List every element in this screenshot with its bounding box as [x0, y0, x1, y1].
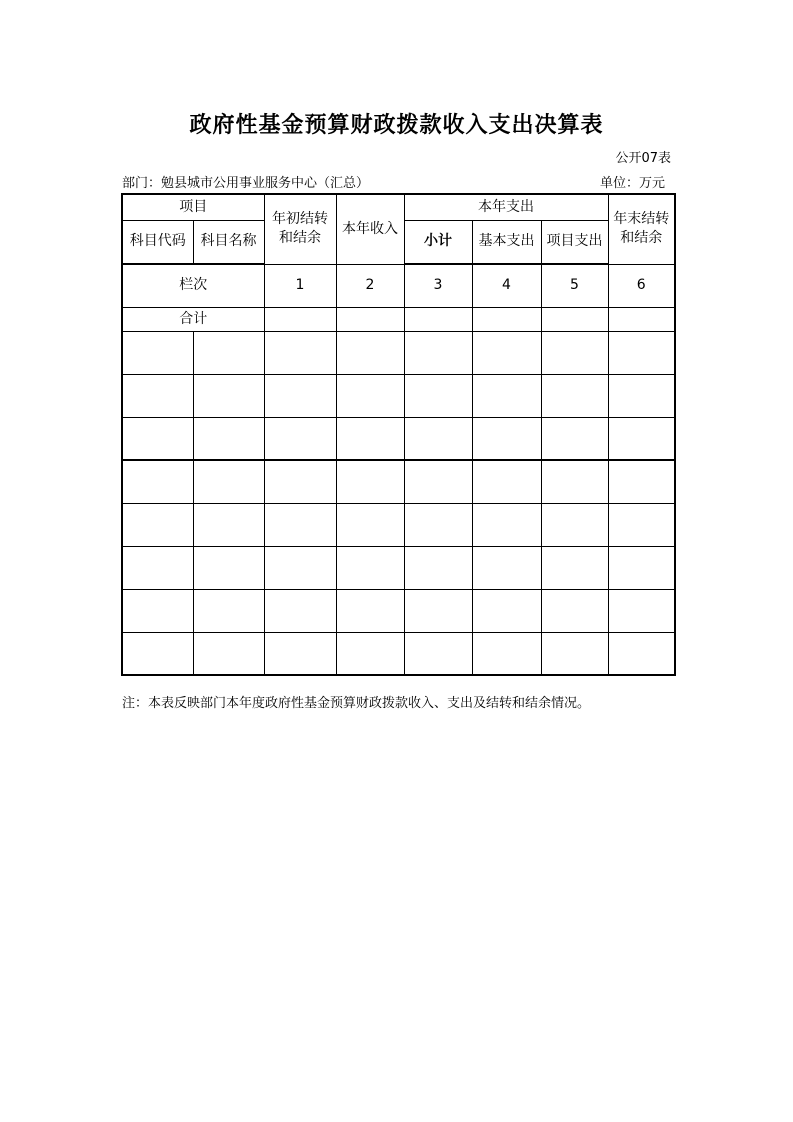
column-index-4: 4 — [472, 264, 541, 307]
table-cell — [336, 331, 404, 374]
table-cell — [336, 417, 404, 460]
unit-label: 单位：万元 — [599, 176, 665, 191]
table-cell — [336, 632, 404, 675]
table-row — [122, 331, 675, 374]
header-subtotal: 小计 — [404, 220, 472, 264]
table-cell — [336, 460, 404, 503]
table-cell — [122, 546, 193, 589]
table-cell — [541, 460, 608, 503]
table-cell — [122, 331, 193, 374]
table-cell — [404, 589, 472, 632]
total-cell — [336, 307, 404, 331]
table-cell — [608, 374, 675, 417]
table-row — [122, 589, 675, 632]
table-cell — [193, 460, 264, 503]
table-cell — [336, 374, 404, 417]
header-project-expense: 项目支出 — [541, 220, 608, 264]
table-cell — [608, 460, 675, 503]
table-cell — [336, 589, 404, 632]
table-cell — [404, 374, 472, 417]
table-cell — [472, 632, 541, 675]
budget-table — [121, 193, 676, 676]
table-cell — [404, 503, 472, 546]
table-cell — [193, 331, 264, 374]
table-cell — [336, 503, 404, 546]
table-cell — [264, 632, 336, 675]
header-closing-balance-line2: 和结余 — [620, 230, 663, 247]
table-cell — [608, 589, 675, 632]
header-current-income: 本年收入 — [336, 194, 404, 264]
column-index-1: 1 — [264, 264, 336, 307]
table-cell — [541, 632, 608, 675]
table-cell — [541, 331, 608, 374]
table-cell — [608, 503, 675, 546]
table-cell — [264, 546, 336, 589]
table-cell — [193, 632, 264, 675]
table-cell — [122, 632, 193, 675]
table-cell — [264, 460, 336, 503]
table-row — [122, 546, 675, 589]
table-cell — [122, 460, 193, 503]
table-cell — [541, 546, 608, 589]
table-cell — [472, 589, 541, 632]
header-opening-balance-line2: 和结余 — [279, 230, 321, 247]
table-cell — [264, 331, 336, 374]
table-row — [122, 632, 675, 675]
total-cell — [541, 307, 608, 331]
table-cell — [404, 632, 472, 675]
total-cell — [264, 307, 336, 331]
table-row — [122, 503, 675, 546]
header-subject-code: 科目代码 — [122, 220, 193, 264]
table-row — [122, 374, 675, 417]
header-opening-balance — [264, 194, 336, 264]
table-cell — [122, 589, 193, 632]
header-opening-balance-line1: 年初结转 — [272, 211, 328, 228]
table-cell — [193, 589, 264, 632]
total-cell — [404, 307, 472, 331]
table-cell — [608, 632, 675, 675]
table-cell — [541, 589, 608, 632]
table-cell — [541, 374, 608, 417]
column-index-3: 3 — [404, 264, 472, 307]
table-cell — [608, 546, 675, 589]
table-cell — [472, 460, 541, 503]
table-cell — [122, 417, 193, 460]
table-cell — [404, 331, 472, 374]
table-cell — [472, 503, 541, 546]
footnote: 注：本表反映部门本年度政府性基金预算财政拨款收入、支出及结转和结余情况。 — [122, 696, 591, 711]
total-cell — [608, 307, 675, 331]
table-cell — [193, 546, 264, 589]
table-cell — [193, 503, 264, 546]
table-cell — [404, 546, 472, 589]
form-code: 公开07表 — [615, 151, 671, 166]
header-subject-name: 科目名称 — [193, 220, 264, 264]
table-cell — [404, 460, 472, 503]
column-index-label: 栏次 — [122, 264, 264, 307]
page-title: 政府性基金预算财政拨款收入支出决算表 — [189, 113, 604, 138]
table-cell — [336, 546, 404, 589]
header-closing-balance-line1: 年末结转 — [613, 211, 670, 228]
table-cell — [122, 374, 193, 417]
table-cell — [264, 374, 336, 417]
total-row-label: 合计 — [122, 307, 264, 331]
table-row — [122, 417, 675, 460]
table-cell — [122, 503, 193, 546]
table-cell — [264, 417, 336, 460]
column-index-2: 2 — [336, 264, 404, 307]
table-cell — [193, 374, 264, 417]
table-cell — [472, 546, 541, 589]
table-cell — [608, 331, 675, 374]
total-cell — [472, 307, 541, 331]
table-row — [122, 460, 675, 503]
table-cell — [472, 374, 541, 417]
table-cell — [264, 503, 336, 546]
column-index-5: 5 — [541, 264, 608, 307]
table-cell — [541, 503, 608, 546]
table-cell — [472, 331, 541, 374]
column-index-6: 6 — [608, 264, 675, 307]
department-label: 部门：勉县城市公用事业服务中心（汇总） — [122, 176, 370, 191]
table-cell — [608, 417, 675, 460]
table-cell — [404, 417, 472, 460]
table-cell — [541, 417, 608, 460]
table-cell — [264, 589, 336, 632]
table-cell — [472, 417, 541, 460]
header-item: 项目 — [122, 194, 264, 220]
header-basic-expense: 基本支出 — [472, 220, 541, 264]
header-current-expense: 本年支出 — [404, 194, 608, 220]
header-closing-balance — [608, 194, 675, 264]
table-cell — [193, 417, 264, 460]
